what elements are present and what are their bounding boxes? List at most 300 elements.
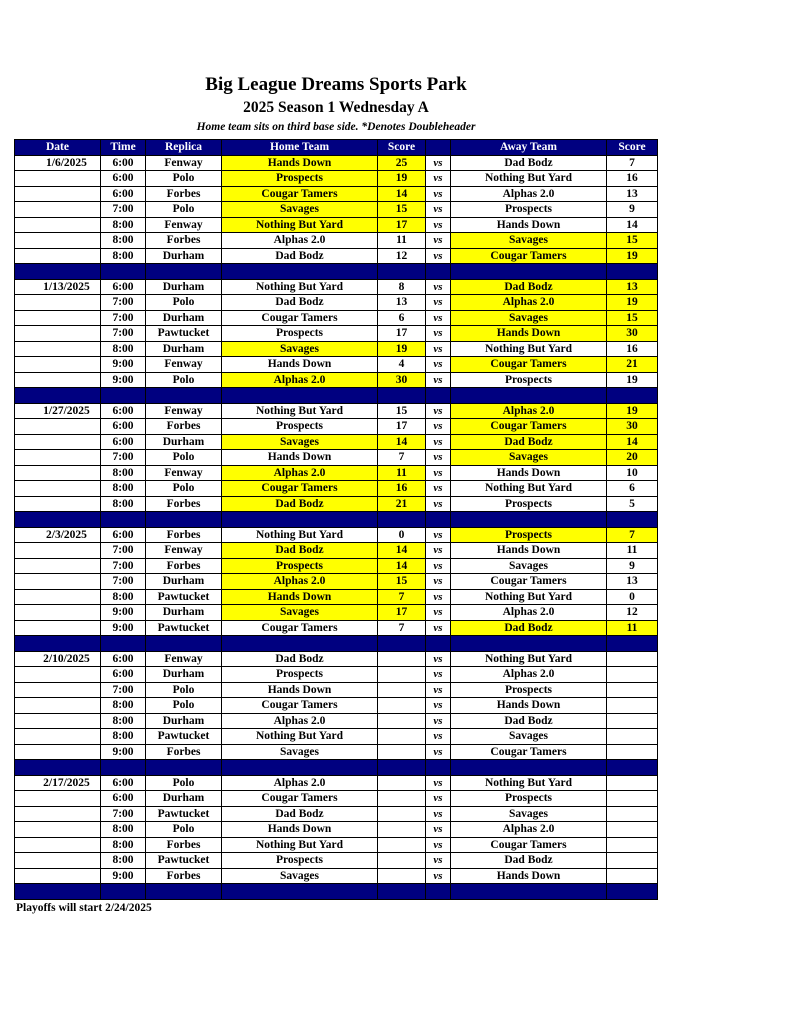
home-team-cell: Prospects (222, 419, 378, 435)
separator-cell (378, 636, 426, 652)
away-score-cell (607, 682, 658, 698)
home-score-cell: 12 (378, 248, 426, 264)
home-team-cell: Dad Bodz (222, 248, 378, 264)
separator-cell (15, 388, 101, 404)
time-cell: 6:00 (101, 775, 146, 791)
field-cell: Pawtucket (146, 326, 222, 342)
field-cell: Forbes (146, 837, 222, 853)
table-row (15, 558, 658, 574)
season-subtitle: 2025 Season 1 Wednesday A (243, 99, 429, 116)
time-cell: 7:00 (101, 450, 146, 466)
vs-cell: vs (426, 357, 451, 373)
home-score-cell (378, 822, 426, 838)
date-cell (15, 465, 101, 481)
table-row (15, 837, 658, 853)
time-cell: 8:00 (101, 713, 146, 729)
field-cell: Polo (146, 481, 222, 497)
vs-cell: vs (426, 310, 451, 326)
separator-cell (607, 512, 658, 528)
away-score-cell: 21 (607, 357, 658, 373)
field-cell: Polo (146, 775, 222, 791)
home-team-cell: Savages (222, 744, 378, 760)
time-cell: 6:00 (101, 403, 146, 419)
home-team-cell: Dad Bodz (222, 496, 378, 512)
time-cell: 9:00 (101, 605, 146, 621)
week-separator (15, 388, 658, 404)
away-score-cell (607, 667, 658, 683)
home-score-cell: 17 (378, 217, 426, 233)
table-row (15, 698, 658, 714)
time-cell: 9:00 (101, 868, 146, 884)
home-score-cell: 6 (378, 310, 426, 326)
home-team-cell: Cougar Tamers (222, 186, 378, 202)
separator-cell (426, 512, 451, 528)
time-cell: 8:00 (101, 822, 146, 838)
table-row (15, 233, 658, 249)
away-team-cell: Hands Down (451, 326, 607, 342)
table-row (15, 403, 658, 419)
field-cell: Polo (146, 450, 222, 466)
date-cell (15, 574, 101, 590)
separator-cell (15, 884, 101, 900)
time-cell: 6:00 (101, 171, 146, 187)
week-separator (15, 512, 658, 528)
vs-cell: vs (426, 698, 451, 714)
away-team-cell: Dad Bodz (451, 713, 607, 729)
date-cell: 1/13/2025 (15, 279, 101, 295)
vs-cell: vs (426, 558, 451, 574)
away-score-cell: 20 (607, 450, 658, 466)
schedule-table (14, 139, 658, 900)
home-score-cell (378, 775, 426, 791)
time-cell: 7:00 (101, 682, 146, 698)
home-score-cell: 17 (378, 419, 426, 435)
date-cell: 1/27/2025 (15, 403, 101, 419)
field-cell: Polo (146, 171, 222, 187)
home-team-cell: Prospects (222, 171, 378, 187)
time-cell: 7:00 (101, 310, 146, 326)
table-row (15, 295, 658, 311)
date-cell (15, 357, 101, 373)
table-row (15, 326, 658, 342)
table-row (15, 279, 658, 295)
away-score-cell: 19 (607, 248, 658, 264)
table-row (15, 543, 658, 559)
separator-cell (146, 636, 222, 652)
home-score-cell (378, 837, 426, 853)
field-cell: Durham (146, 605, 222, 621)
vs-cell: vs (426, 791, 451, 807)
away-team-cell: Dad Bodz (451, 853, 607, 869)
home-score-cell: 14 (378, 434, 426, 450)
vs-cell: vs (426, 279, 451, 295)
vs-cell: vs (426, 713, 451, 729)
time-cell: 8:00 (101, 341, 146, 357)
home-team-cell: Alphas 2.0 (222, 372, 378, 388)
date-cell (15, 589, 101, 605)
field-cell: Durham (146, 667, 222, 683)
date-cell (15, 744, 101, 760)
away-score-cell: 7 (607, 527, 658, 543)
home-team-cell: Prospects (222, 326, 378, 342)
field-cell: Fenway (146, 217, 222, 233)
table-row (15, 744, 658, 760)
home-score-cell: 14 (378, 543, 426, 559)
home-score-cell (378, 791, 426, 807)
time-cell: 6:00 (101, 527, 146, 543)
field-cell: Polo (146, 698, 222, 714)
field-cell: Durham (146, 434, 222, 450)
vs-cell: vs (426, 295, 451, 311)
separator-cell (426, 636, 451, 652)
vs-cell: vs (426, 837, 451, 853)
time-cell: 8:00 (101, 698, 146, 714)
away-team-cell: Alphas 2.0 (451, 822, 607, 838)
home-score-cell: 30 (378, 372, 426, 388)
field-cell: Forbes (146, 527, 222, 543)
separator-cell (607, 264, 658, 280)
date-cell (15, 202, 101, 218)
date-cell (15, 217, 101, 233)
home-score-cell: 7 (378, 450, 426, 466)
table-row (15, 775, 658, 791)
field-cell: Forbes (146, 558, 222, 574)
separator-cell (15, 636, 101, 652)
home-score-cell (378, 713, 426, 729)
date-cell (15, 341, 101, 357)
table-row (15, 620, 658, 636)
away-team-cell: Nothing But Yard (451, 171, 607, 187)
field-cell: Forbes (146, 744, 222, 760)
time-cell: 7:00 (101, 202, 146, 218)
table-row (15, 853, 658, 869)
table-row (15, 419, 658, 435)
home-score-cell (378, 853, 426, 869)
table-row (15, 574, 658, 590)
date-cell (15, 171, 101, 187)
away-team-cell: Cougar Tamers (451, 357, 607, 373)
vs-cell: vs (426, 465, 451, 481)
separator-cell (101, 388, 146, 404)
vs-cell: vs (426, 744, 451, 760)
home-team-cell: Cougar Tamers (222, 310, 378, 326)
separator-cell (146, 264, 222, 280)
date-cell (15, 434, 101, 450)
separator-cell (426, 264, 451, 280)
col-away-team: Away Team (451, 140, 607, 156)
table-row (15, 310, 658, 326)
away-score-cell (607, 822, 658, 838)
vs-cell: vs (426, 868, 451, 884)
home-score-cell: 11 (378, 233, 426, 249)
time-cell: 8:00 (101, 853, 146, 869)
separator-cell (146, 512, 222, 528)
time-cell: 8:00 (101, 729, 146, 745)
separator-cell (378, 388, 426, 404)
home-score-cell: 19 (378, 171, 426, 187)
vs-cell: vs (426, 341, 451, 357)
home-score-cell: 11 (378, 465, 426, 481)
table-row (15, 465, 658, 481)
home-team-cell: Savages (222, 202, 378, 218)
away-team-cell: Dad Bodz (451, 620, 607, 636)
time-cell: 6:00 (101, 434, 146, 450)
home-score-cell: 14 (378, 186, 426, 202)
field-cell: Durham (146, 279, 222, 295)
date-cell (15, 868, 101, 884)
date-cell (15, 682, 101, 698)
time-cell: 7:00 (101, 543, 146, 559)
date-cell (15, 326, 101, 342)
away-score-cell: 14 (607, 217, 658, 233)
table-row (15, 822, 658, 838)
separator-cell (222, 636, 378, 652)
away-score-cell: 30 (607, 419, 658, 435)
away-score-cell (607, 729, 658, 745)
away-team-cell: Prospects (451, 496, 607, 512)
away-score-cell: 13 (607, 574, 658, 590)
home-score-cell (378, 682, 426, 698)
table-row (15, 651, 658, 667)
table-row (15, 186, 658, 202)
away-score-cell: 13 (607, 186, 658, 202)
away-score-cell: 16 (607, 341, 658, 357)
vs-cell: vs (426, 450, 451, 466)
separator-cell (222, 264, 378, 280)
vs-cell: vs (426, 605, 451, 621)
away-team-cell: Cougar Tamers (451, 744, 607, 760)
time-cell: 6:00 (101, 667, 146, 683)
away-team-cell: Alphas 2.0 (451, 295, 607, 311)
separator-cell (15, 264, 101, 280)
separator-cell (607, 388, 658, 404)
vs-cell: vs (426, 527, 451, 543)
col-vs (426, 140, 451, 156)
separator-cell (451, 884, 607, 900)
date-cell (15, 806, 101, 822)
home-score-cell: 16 (378, 481, 426, 497)
separator-cell (607, 760, 658, 776)
away-score-cell: 0 (607, 589, 658, 605)
vs-cell: vs (426, 403, 451, 419)
vs-cell: vs (426, 574, 451, 590)
field-cell: Durham (146, 248, 222, 264)
away-score-cell (607, 651, 658, 667)
date-cell (15, 698, 101, 714)
home-team-cell: Hands Down (222, 450, 378, 466)
table-row (15, 217, 658, 233)
date-cell (15, 310, 101, 326)
vs-cell: vs (426, 186, 451, 202)
home-score-cell: 7 (378, 620, 426, 636)
away-team-cell: Nothing But Yard (451, 651, 607, 667)
vs-cell: vs (426, 853, 451, 869)
playoffs-note: Playoffs will start 2/24/2025 (16, 902, 152, 914)
vs-cell: vs (426, 543, 451, 559)
home-team-cell: Nothing But Yard (222, 217, 378, 233)
field-cell: Forbes (146, 496, 222, 512)
away-team-cell: Cougar Tamers (451, 837, 607, 853)
time-cell: 8:00 (101, 589, 146, 605)
away-score-cell: 19 (607, 372, 658, 388)
home-team-cell: Cougar Tamers (222, 620, 378, 636)
away-score-cell: 15 (607, 233, 658, 249)
home-team-cell: Nothing But Yard (222, 837, 378, 853)
vs-cell: vs (426, 620, 451, 636)
home-team-cell: Nothing But Yard (222, 279, 378, 295)
home-score-cell: 14 (378, 558, 426, 574)
away-team-cell: Cougar Tamers (451, 574, 607, 590)
table-row (15, 372, 658, 388)
away-score-cell (607, 837, 658, 853)
away-team-cell: Hands Down (451, 698, 607, 714)
away-team-cell: Nothing But Yard (451, 481, 607, 497)
field-cell: Forbes (146, 868, 222, 884)
away-score-cell: 14 (607, 434, 658, 450)
away-score-cell (607, 806, 658, 822)
home-team-cell: Dad Bodz (222, 543, 378, 559)
separator-cell (146, 884, 222, 900)
field-cell: Polo (146, 822, 222, 838)
week-separator (15, 636, 658, 652)
away-team-cell: Prospects (451, 372, 607, 388)
away-score-cell (607, 868, 658, 884)
separator-cell (146, 760, 222, 776)
field-cell: Pawtucket (146, 853, 222, 869)
table-row (15, 434, 658, 450)
field-cell: Fenway (146, 651, 222, 667)
table-row (15, 589, 658, 605)
separator-cell (451, 512, 607, 528)
home-team-cell: Alphas 2.0 (222, 465, 378, 481)
away-team-cell: Savages (451, 450, 607, 466)
date-cell: 2/17/2025 (15, 775, 101, 791)
date-cell: 1/6/2025 (15, 155, 101, 171)
home-team-cell: Alphas 2.0 (222, 233, 378, 249)
col-away-score: Score (607, 140, 658, 156)
home-score-cell: 19 (378, 341, 426, 357)
date-cell (15, 186, 101, 202)
vs-cell: vs (426, 419, 451, 435)
field-cell: Forbes (146, 233, 222, 249)
home-score-cell: 4 (378, 357, 426, 373)
away-team-cell: Prospects (451, 682, 607, 698)
table-row (15, 527, 658, 543)
home-score-cell (378, 698, 426, 714)
date-cell (15, 295, 101, 311)
date-cell (15, 605, 101, 621)
separator-cell (101, 264, 146, 280)
away-team-cell: Dad Bodz (451, 155, 607, 171)
away-score-cell: 7 (607, 155, 658, 171)
date-cell (15, 450, 101, 466)
away-score-cell (607, 698, 658, 714)
time-cell: 6:00 (101, 186, 146, 202)
time-cell: 9:00 (101, 744, 146, 760)
home-score-cell (378, 651, 426, 667)
away-team-cell: Prospects (451, 791, 607, 807)
date-cell (15, 667, 101, 683)
home-team-cell: Savages (222, 605, 378, 621)
home-team-cell: Prospects (222, 558, 378, 574)
table-row (15, 171, 658, 187)
separator-cell (146, 388, 222, 404)
field-cell: Polo (146, 372, 222, 388)
home-team-cell: Hands Down (222, 155, 378, 171)
home-team-cell: Cougar Tamers (222, 698, 378, 714)
away-team-cell: Alphas 2.0 (451, 403, 607, 419)
home-team-cell: Prospects (222, 853, 378, 869)
vs-cell: vs (426, 326, 451, 342)
table-row (15, 496, 658, 512)
home-team-cell: Alphas 2.0 (222, 775, 378, 791)
separator-cell (15, 512, 101, 528)
home-team-cell: Hands Down (222, 682, 378, 698)
vs-cell: vs (426, 434, 451, 450)
time-cell: 8:00 (101, 233, 146, 249)
home-score-cell: 13 (378, 295, 426, 311)
vs-cell: vs (426, 481, 451, 497)
time-cell: 8:00 (101, 465, 146, 481)
separator-cell (101, 636, 146, 652)
home-team-cell: Savages (222, 434, 378, 450)
field-cell: Forbes (146, 186, 222, 202)
field-cell: Fenway (146, 155, 222, 171)
time-cell: 7:00 (101, 295, 146, 311)
table-row (15, 248, 658, 264)
separator-cell (101, 760, 146, 776)
separator-cell (15, 760, 101, 776)
separator-cell (451, 636, 607, 652)
table-row (15, 682, 658, 698)
home-score-cell: 17 (378, 326, 426, 342)
table-row (15, 357, 658, 373)
time-cell: 8:00 (101, 837, 146, 853)
field-cell: Durham (146, 341, 222, 357)
time-cell: 9:00 (101, 372, 146, 388)
field-cell: Fenway (146, 403, 222, 419)
away-team-cell: Cougar Tamers (451, 248, 607, 264)
date-cell (15, 853, 101, 869)
field-cell: Fenway (146, 357, 222, 373)
home-team-cell: Hands Down (222, 589, 378, 605)
home-team-cell: Dad Bodz (222, 651, 378, 667)
date-cell (15, 543, 101, 559)
home-score-cell: 8 (378, 279, 426, 295)
date-cell (15, 496, 101, 512)
field-cell: Fenway (146, 543, 222, 559)
home-team-cell: Hands Down (222, 822, 378, 838)
home-score-cell: 7 (378, 589, 426, 605)
separator-cell (451, 264, 607, 280)
home-team-cell: Nothing But Yard (222, 527, 378, 543)
separator-cell (607, 636, 658, 652)
home-team-cell: Nothing But Yard (222, 729, 378, 745)
away-score-cell: 10 (607, 465, 658, 481)
col-home-score: Score (378, 140, 426, 156)
week-separator (15, 760, 658, 776)
date-cell (15, 620, 101, 636)
date-cell (15, 248, 101, 264)
table-row (15, 713, 658, 729)
field-cell: Durham (146, 713, 222, 729)
table-row (15, 605, 658, 621)
separator-cell (101, 512, 146, 528)
home-team-cell: Cougar Tamers (222, 481, 378, 497)
home-score-cell: 25 (378, 155, 426, 171)
vs-cell: vs (426, 822, 451, 838)
field-cell: Durham (146, 574, 222, 590)
